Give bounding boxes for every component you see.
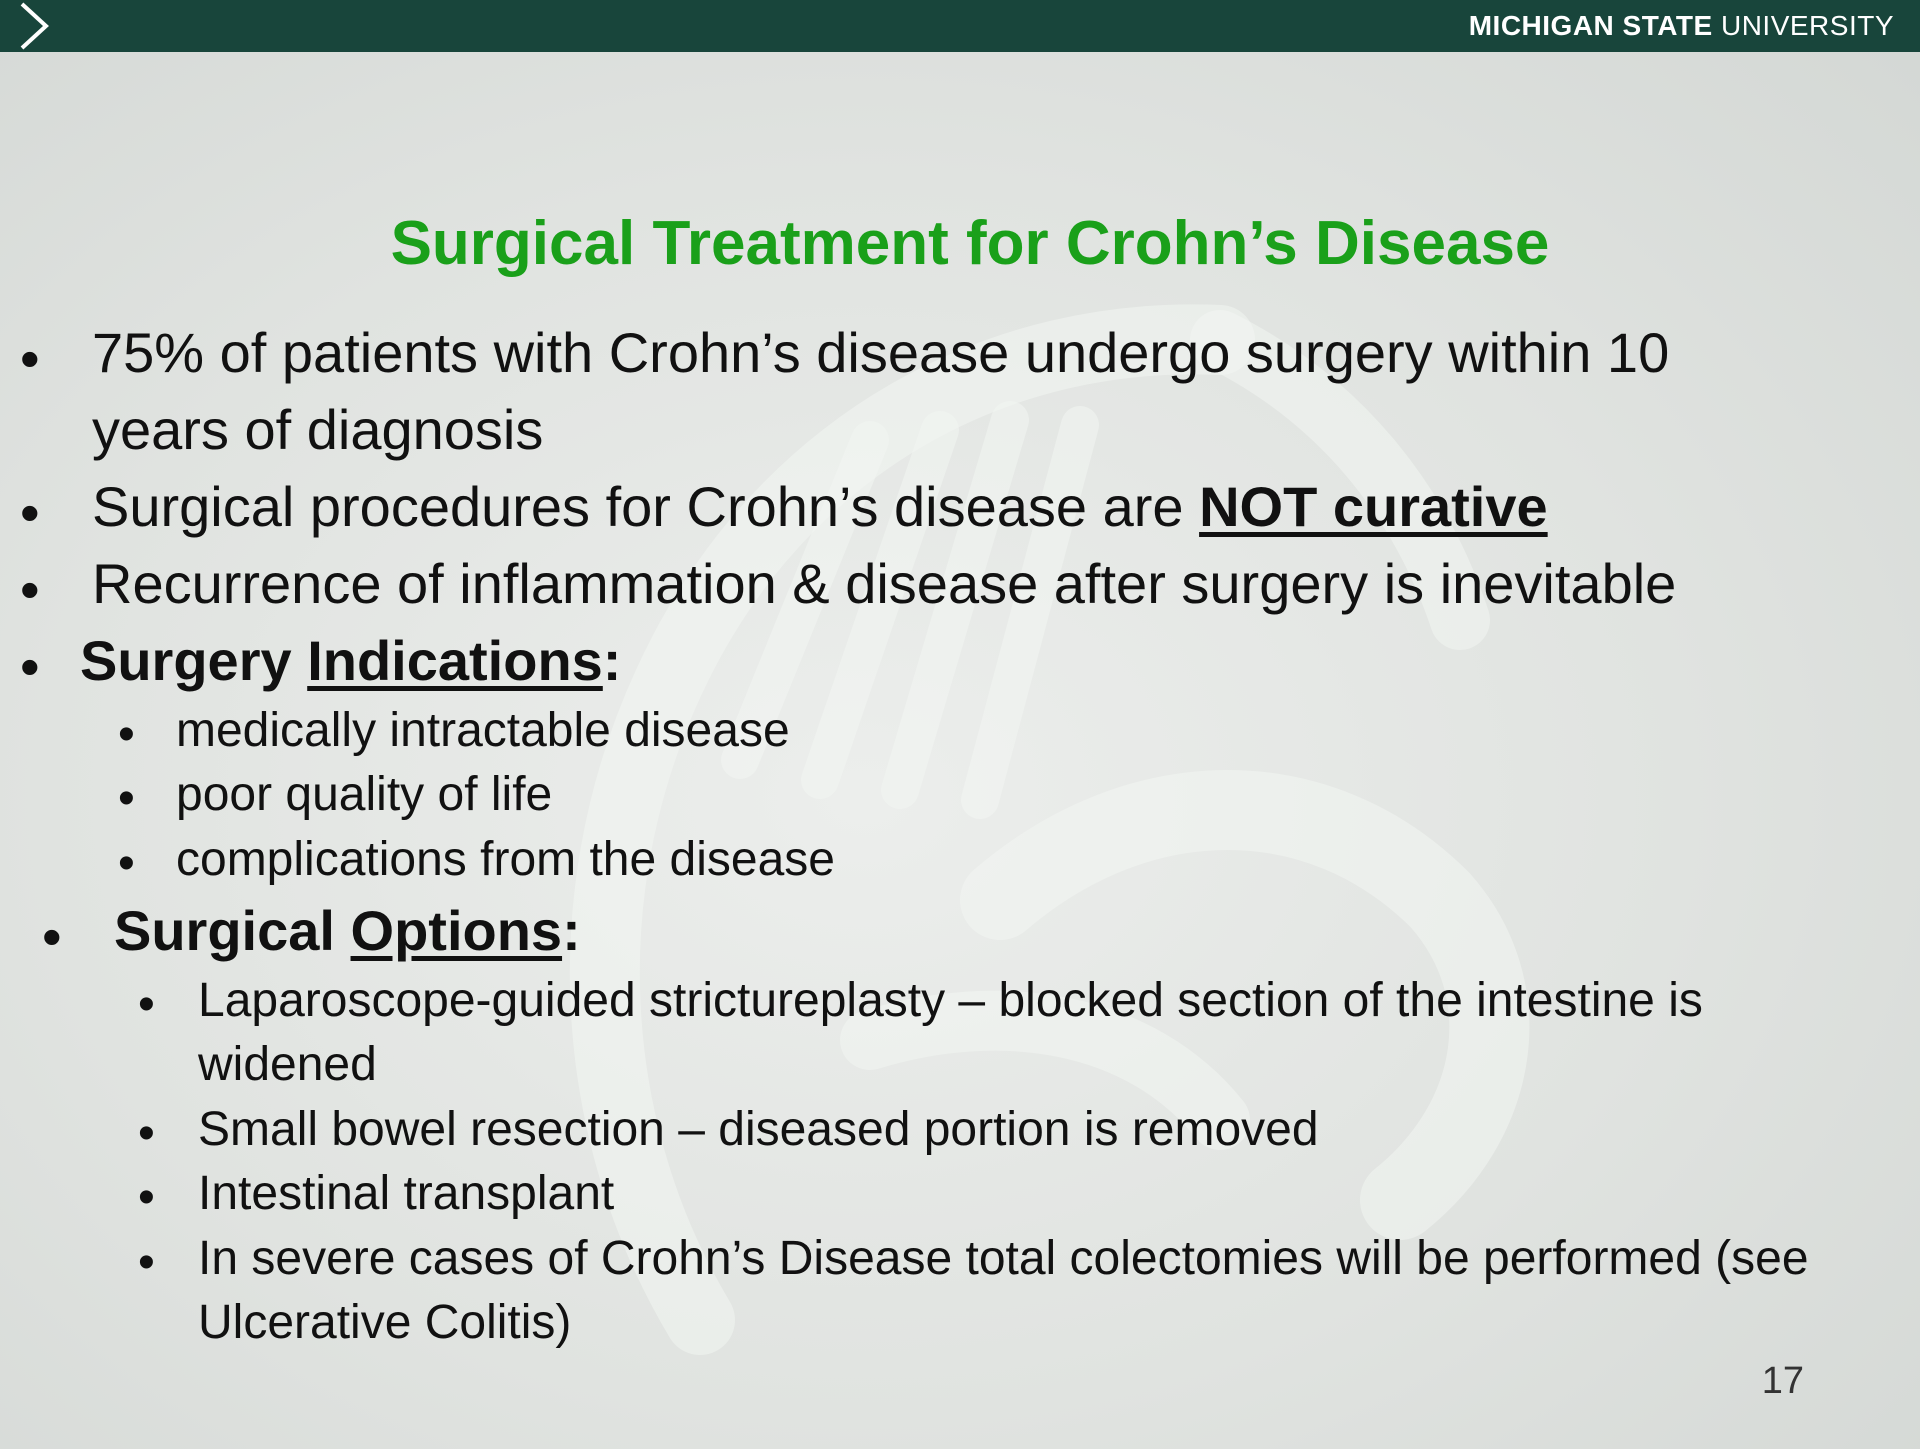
options-heading-prefix: Surgical [114,899,351,962]
bullet-marker: • [138,978,155,1031]
chevron-right-icon[interactable] [14,0,54,52]
bullet-marker: • [118,772,135,825]
indication-item: medically intractable disease [176,704,790,757]
university-name-bold: MICHIGAN STATE [1468,10,1713,41]
page-number: 17 [1761,1360,1804,1402]
page-title: Surgical Treatment for Crohn’s Disease [390,209,1550,278]
bullet-marker: • [20,481,40,544]
indication-item: poor quality of life [176,768,553,821]
option-item-line2: widened [198,1038,377,1091]
bullet-surgery-rate-line1: 75% of patients with Crohn’s disease undergo surgery within 10 [92,321,1670,384]
not-curative-emphasis: NOT curative [1199,475,1548,538]
option-item-line1: In severe cases of Crohn’s Disease total colectomies will be performed (see [198,1232,1809,1285]
bullet-recurrence: Recurrence of inflammation & disease after surgery is inevitable [92,552,1677,615]
bullet-marker: • [138,1171,155,1224]
indication-item: complications from the disease [176,833,835,886]
bullet-surgery-rate-line2: years of diagnosis [92,398,544,461]
bullet-marker: • [118,708,135,761]
bullet-marker: • [20,327,40,390]
indications-heading-suffix: : [602,629,622,692]
indications-heading [80,628,621,693]
option-item-line1: Laparoscope-guided strictureplasty – blocked section of the intestine is [198,974,1703,1027]
bullet-marker: • [20,635,40,698]
bullet-marker: • [138,1107,155,1160]
option-item: Small bowel resection – diseased portion is removed [198,1103,1319,1156]
bullet-marker: • [42,905,62,968]
option-item: Intestinal transplant [198,1167,615,1220]
university-name-regular: UNIVERSITY [1720,10,1894,41]
options-heading-suffix: : [562,899,581,962]
bullet-not-curative [92,474,1548,539]
option-item-line2: Ulcerative Colitis) [198,1296,572,1349]
options-heading-underlined: Options [350,899,563,962]
header-bar [0,0,1920,52]
options-heading [114,898,581,963]
indications-heading-prefix: Surgery [80,629,308,692]
bullet-marker: • [20,558,40,621]
bullet-marker: • [118,837,135,890]
university-logo [1469,0,1894,52]
bullet-not-curative-text: Surgical procedures for Crohn’s disease are [92,475,1200,538]
bullet-marker: • [138,1236,155,1289]
indications-heading-underlined: Indications [307,629,603,692]
